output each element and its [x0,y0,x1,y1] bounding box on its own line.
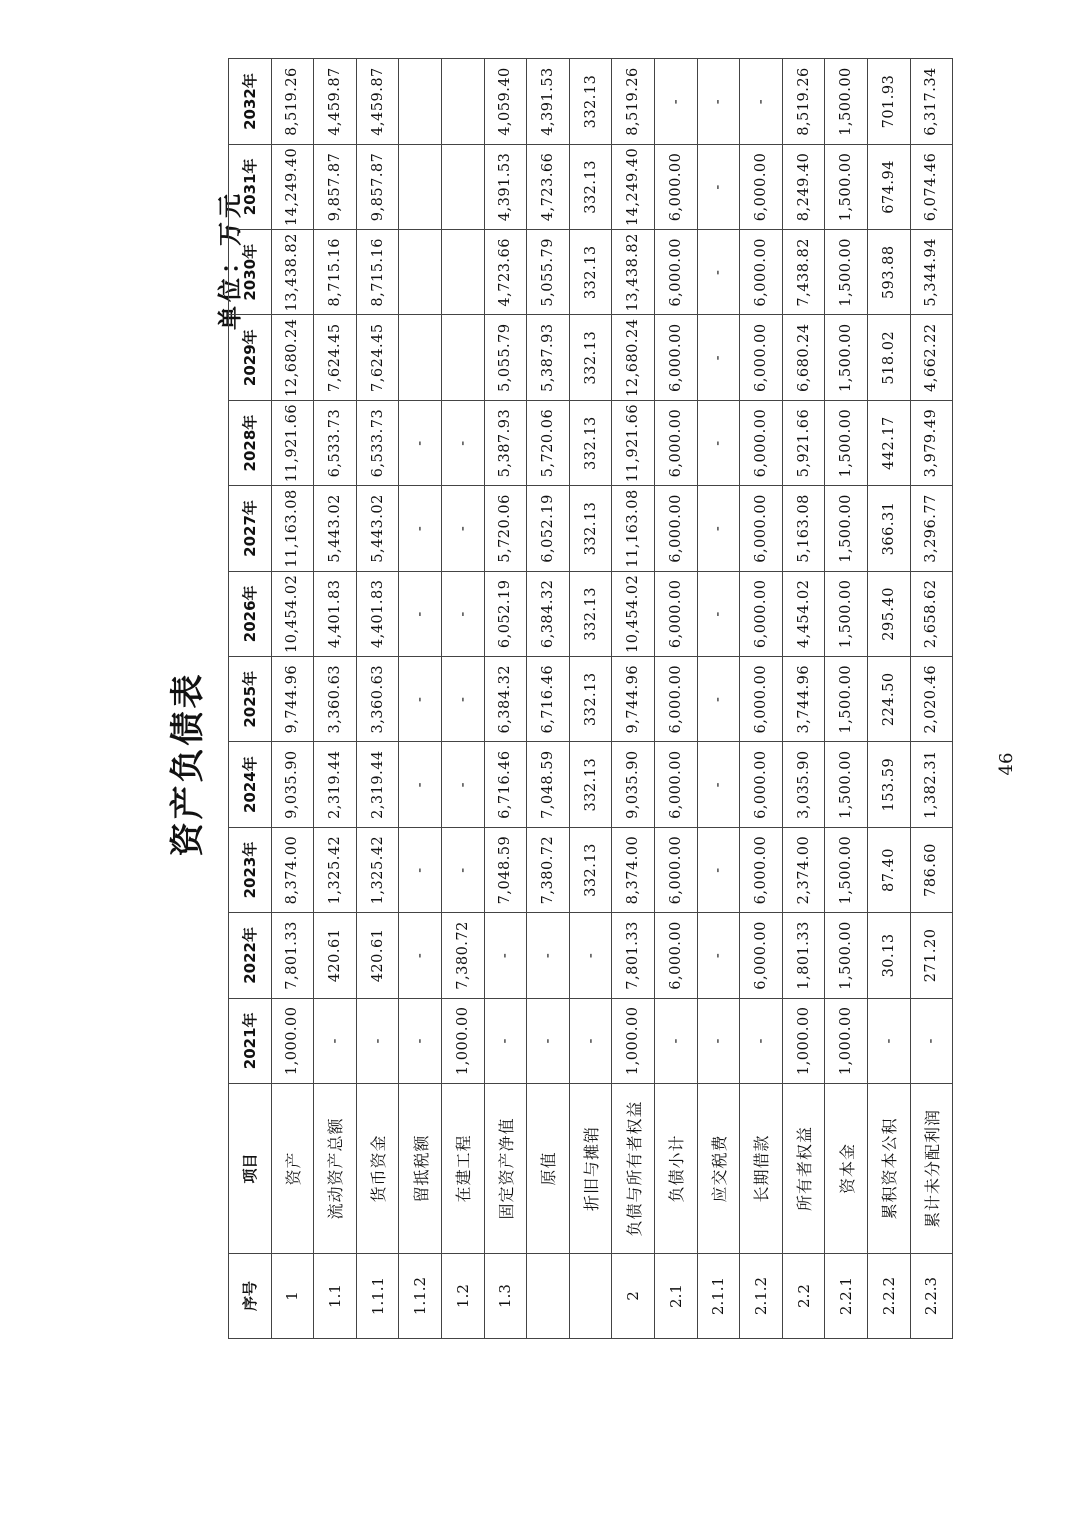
value-cell: 2,374.00 [782,827,825,912]
value-cell: 8,374.00 [612,827,655,912]
value-cell: 6,680.24 [782,315,825,400]
value-cell: 224.50 [867,657,910,742]
value-cell: 442.17 [867,400,910,485]
value-cell: 7,624.45 [314,315,357,400]
value-cell: - [697,315,740,400]
value-cell: 12,680.24 [271,315,314,400]
value-cell: 14,249.40 [612,144,655,229]
value-cell: 6,000.00 [654,230,697,315]
value-cell: - [399,998,442,1083]
row-seq-cell: 1.2 [441,1254,484,1339]
value-cell: 332.13 [569,400,612,485]
balance-sheet-table [228,58,953,1339]
value-cell: 1,801.33 [782,913,825,998]
value-cell: 6,716.46 [527,657,570,742]
value-cell: 593.88 [867,230,910,315]
value-cell: 9,744.96 [612,657,655,742]
value-cell: - [697,998,740,1083]
table-row [782,59,825,1339]
value-cell: 1,000.00 [441,998,484,1083]
table-row [697,59,740,1339]
value-cell: 8,519.26 [782,59,825,144]
table-row [484,59,527,1339]
value-cell: 6,000.00 [740,742,783,827]
row-seq-cell: 1.1 [314,1254,357,1339]
page-title: 资产负债表 [168,671,208,857]
value-cell: - [441,827,484,912]
value-cell: 332.13 [569,486,612,571]
value-cell: 6,074.46 [910,144,953,229]
row-item-cell: 在建工程 [441,1084,484,1254]
header-year: 2025年 [229,657,272,742]
value-cell: - [399,657,442,742]
header-year: 2029年 [229,315,272,400]
row-item-cell: 长期借款 [740,1084,783,1254]
row-item-cell: 资本金 [825,1084,868,1254]
value-cell: 6,052.19 [527,486,570,571]
value-cell: 3,296.77 [910,486,953,571]
value-cell: 4,723.66 [527,144,570,229]
value-cell: 14,249.40 [271,144,314,229]
table-row [527,59,570,1339]
value-cell: 6,000.00 [740,913,783,998]
value-cell: 1,500.00 [825,59,868,144]
value-cell: - [569,998,612,1083]
header-year: 2027年 [229,486,272,571]
value-cell: 6,000.00 [740,144,783,229]
row-seq-cell: 2.2.2 [867,1254,910,1339]
value-cell: - [697,486,740,571]
value-cell: 6,052.19 [484,571,527,656]
value-cell: 1,500.00 [825,486,868,571]
value-cell: 4,723.66 [484,230,527,315]
value-cell: 6,000.00 [654,657,697,742]
value-cell: 13,438.82 [612,230,655,315]
value-cell: 366.31 [867,486,910,571]
value-cell: - [441,657,484,742]
value-cell: 87.40 [867,827,910,912]
value-cell: - [697,913,740,998]
value-cell: 10,454.02 [271,571,314,656]
value-cell: 8,715.16 [314,230,357,315]
value-cell: 5,443.02 [314,486,357,571]
value-cell: 4,459.87 [356,59,399,144]
value-cell: - [697,144,740,229]
value-cell: - [399,400,442,485]
value-cell: 1,000.00 [782,998,825,1083]
row-item-cell: 应交税费 [697,1084,740,1254]
value-cell: - [654,998,697,1083]
table-row [654,59,697,1339]
value-cell: 13,438.82 [271,230,314,315]
value-cell: 5,387.93 [527,315,570,400]
value-cell: 1,000.00 [271,998,314,1083]
value-cell: 6,000.00 [654,400,697,485]
value-cell: - [740,59,783,144]
value-cell: 4,662.22 [910,315,953,400]
value-cell: 11,921.66 [612,400,655,485]
value-cell: 11,163.08 [271,486,314,571]
value-cell: 3,035.90 [782,742,825,827]
value-cell: 6,000.00 [654,144,697,229]
value-cell: - [356,998,399,1083]
value-cell: 8,519.26 [612,59,655,144]
row-seq-cell: 1.1.2 [399,1254,442,1339]
value-cell: 4,391.53 [527,59,570,144]
value-cell: - [399,913,442,998]
value-cell: 2,319.44 [356,742,399,827]
value-cell: 11,921.66 [271,400,314,485]
value-cell: 1,500.00 [825,657,868,742]
value-cell: 3,360.63 [314,657,357,742]
table-row [612,59,655,1339]
value-cell: 8,715.16 [356,230,399,315]
value-cell [399,59,442,144]
value-cell: - [697,230,740,315]
row-item-cell: 流动资产总额 [314,1084,357,1254]
value-cell: 332.13 [569,827,612,912]
table-row [399,59,442,1339]
value-cell: 9,857.87 [314,144,357,229]
value-cell: 4,459.87 [314,59,357,144]
value-cell: 1,325.42 [356,827,399,912]
value-cell: - [697,742,740,827]
header-year: 2028年 [229,400,272,485]
value-cell: 7,048.59 [527,742,570,827]
row-seq-cell: 2.1.2 [740,1254,783,1339]
value-cell: 332.13 [569,230,612,315]
value-cell: - [484,998,527,1083]
value-cell: - [399,742,442,827]
value-cell: 1,500.00 [825,315,868,400]
value-cell: 5,921.66 [782,400,825,485]
value-cell: - [484,913,527,998]
value-cell: 2,020.46 [910,657,953,742]
row-item-cell: 留抵税额 [399,1084,442,1254]
value-cell: - [697,827,740,912]
row-seq-cell [569,1254,612,1339]
value-cell: 786.60 [910,827,953,912]
header-seq: 序号 [229,1254,272,1339]
value-cell: 1,000.00 [825,998,868,1083]
value-cell: 1,500.00 [825,742,868,827]
value-cell: 5,387.93 [484,400,527,485]
value-cell: 701.93 [867,59,910,144]
value-cell: 7,438.82 [782,230,825,315]
value-cell: 11,163.08 [612,486,655,571]
value-cell: - [441,742,484,827]
value-cell: 5,720.06 [527,400,570,485]
page-number: 46 [996,752,1017,776]
row-seq-cell: 2.1 [654,1254,697,1339]
table-row [356,59,399,1339]
row-seq-cell [527,1254,570,1339]
value-cell [441,59,484,144]
value-cell: 8,249.40 [782,144,825,229]
value-cell: 6,000.00 [740,230,783,315]
value-cell: 7,624.45 [356,315,399,400]
value-cell: 1,000.00 [612,998,655,1083]
header-year: 2022年 [229,913,272,998]
value-cell: 2,319.44 [314,742,357,827]
value-cell: - [527,998,570,1083]
value-cell [441,315,484,400]
value-cell: - [697,59,740,144]
value-cell: 3,979.49 [910,400,953,485]
value-cell [399,230,442,315]
value-cell: 6,000.00 [740,657,783,742]
row-seq-cell: 1.3 [484,1254,527,1339]
value-cell [441,144,484,229]
table-header-row [229,59,272,1339]
row-item-cell: 货币资金 [356,1084,399,1254]
value-cell: - [697,657,740,742]
row-seq-cell: 1 [271,1254,314,1339]
value-cell: 6,000.00 [740,571,783,656]
value-cell: 5,055.79 [527,230,570,315]
value-cell: 4,401.83 [356,571,399,656]
value-cell: 6,000.00 [740,400,783,485]
value-cell: 8,519.26 [271,59,314,144]
table-row [825,59,868,1339]
header-year: 2021年 [229,998,272,1083]
value-cell: 6,533.73 [356,400,399,485]
value-cell: 6,000.00 [654,742,697,827]
header-year: 2030年 [229,230,272,315]
value-cell: 271.20 [910,913,953,998]
row-item-cell: 固定资产净值 [484,1084,527,1254]
value-cell: 6,000.00 [654,315,697,400]
value-cell: 1,500.00 [825,230,868,315]
value-cell: 10,454.02 [612,571,655,656]
rotated-page [40,64,1040,1464]
value-cell: 9,744.96 [271,657,314,742]
value-cell: 1,382.31 [910,742,953,827]
value-cell: 332.13 [569,59,612,144]
value-cell: - [697,571,740,656]
value-cell: 332.13 [569,657,612,742]
value-cell: 5,344.94 [910,230,953,315]
header-year: 2026年 [229,571,272,656]
value-cell: 332.13 [569,742,612,827]
value-cell [399,315,442,400]
header-year: 2023年 [229,827,272,912]
row-seq-cell: 2.2.3 [910,1254,953,1339]
value-cell: 8,374.00 [271,827,314,912]
value-cell: - [867,998,910,1083]
value-cell: 6,317.34 [910,59,953,144]
value-cell: 6,000.00 [740,486,783,571]
value-cell: 6,000.00 [654,913,697,998]
value-cell: 9,035.90 [612,742,655,827]
row-item-cell: 累计未分配利润 [910,1084,953,1254]
value-cell: - [527,913,570,998]
value-cell: - [399,571,442,656]
value-cell: 6,384.32 [527,571,570,656]
table-row [867,59,910,1339]
value-cell: 1,500.00 [825,913,868,998]
value-cell: 1,500.00 [825,827,868,912]
value-cell: 6,384.32 [484,657,527,742]
value-cell: 6,716.46 [484,742,527,827]
value-cell: - [441,486,484,571]
value-cell: - [399,486,442,571]
value-cell: 7,380.72 [441,913,484,998]
value-cell: 12,680.24 [612,315,655,400]
value-cell: 674.94 [867,144,910,229]
value-cell: 4,059.40 [484,59,527,144]
row-seq-cell: 2.2 [782,1254,825,1339]
value-cell: 1,500.00 [825,144,868,229]
value-cell: 332.13 [569,315,612,400]
header-year: 2031年 [229,144,272,229]
row-item-cell: 累积资本公积 [867,1084,910,1254]
value-cell: 518.02 [867,315,910,400]
value-cell: 3,360.63 [356,657,399,742]
table-row [271,59,314,1339]
value-cell: - [399,827,442,912]
value-cell: 153.59 [867,742,910,827]
header-item: 项目 [229,1084,272,1254]
value-cell: 6,000.00 [654,486,697,571]
value-cell: 420.61 [356,913,399,998]
row-seq-cell: 1.1.1 [356,1254,399,1339]
value-cell: - [654,59,697,144]
value-cell: 5,055.79 [484,315,527,400]
table-row [740,59,783,1339]
header-year: 2024年 [229,742,272,827]
value-cell: 295.40 [867,571,910,656]
row-item-cell: 负债与所有者权益 [612,1084,655,1254]
value-cell: 5,443.02 [356,486,399,571]
table-row [314,59,357,1339]
value-cell [441,230,484,315]
value-cell: 3,744.96 [782,657,825,742]
row-item-cell: 负债小计 [654,1084,697,1254]
value-cell: 7,380.72 [527,827,570,912]
row-seq-cell: 2.1.1 [697,1254,740,1339]
row-item-cell: 所有者权益 [782,1084,825,1254]
value-cell: - [314,998,357,1083]
table-row [910,59,953,1339]
value-cell: 4,391.53 [484,144,527,229]
value-cell: - [740,998,783,1083]
table-row [569,59,612,1339]
value-cell: 9,035.90 [271,742,314,827]
value-cell: 7,801.33 [271,913,314,998]
value-cell: 6,000.00 [740,827,783,912]
value-cell: 7,048.59 [484,827,527,912]
value-cell: 332.13 [569,571,612,656]
row-seq-cell: 2 [612,1254,655,1339]
row-item-cell: 资产 [271,1084,314,1254]
value-cell: 2,658.62 [910,571,953,656]
value-cell: 5,163.08 [782,486,825,571]
row-item-cell: 折旧与摊销 [569,1084,612,1254]
row-item-cell: 原值 [527,1084,570,1254]
value-cell: 1,500.00 [825,400,868,485]
value-cell: 4,454.02 [782,571,825,656]
value-cell: - [441,571,484,656]
value-cell: 1,325.42 [314,827,357,912]
table-row [441,59,484,1339]
header-year: 2032年 [229,59,272,144]
value-cell: - [441,400,484,485]
value-cell: 30.13 [867,913,910,998]
value-cell [399,144,442,229]
value-cell: 9,857.87 [356,144,399,229]
table-body [271,59,953,1339]
value-cell: 6,000.00 [654,571,697,656]
value-cell: - [910,998,953,1083]
value-cell: 7,801.33 [612,913,655,998]
value-cell: 6,000.00 [740,315,783,400]
value-cell: 1,500.00 [825,571,868,656]
value-cell: - [697,400,740,485]
value-cell: 5,720.06 [484,486,527,571]
value-cell: 4,401.83 [314,571,357,656]
unit-label: 单位：万元 [216,190,244,330]
value-cell: 420.61 [314,913,357,998]
value-cell: - [569,913,612,998]
row-seq-cell: 2.2.1 [825,1254,868,1339]
value-cell: 332.13 [569,144,612,229]
value-cell: 6,000.00 [654,827,697,912]
value-cell: 6,533.73 [314,400,357,485]
